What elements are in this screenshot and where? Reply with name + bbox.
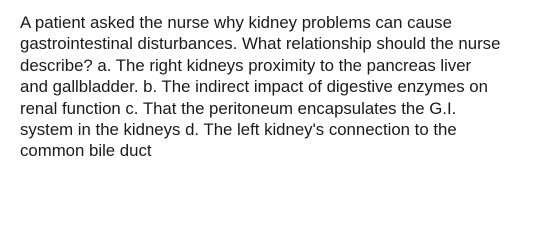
- question-line: gastrointestinal disturbances. What relationship should the nurse: [20, 34, 501, 54]
- question-line: and gallbladder. b. The indirect impact of digestive enzymes on: [20, 77, 488, 97]
- question-line: system in the kidneys d. The left kidney's connection to the: [20, 120, 457, 140]
- question-text: [20, 12, 540, 162]
- question-line: A patient asked the nurse why kidney problems can cause: [20, 13, 452, 32]
- question-line: common bile duct: [20, 141, 152, 161]
- question-line: renal function c. That the peritoneum encapsulates the G.I.: [20, 98, 457, 118]
- question-line: describe? a. The right kidneys proximity to the pancreas liver: [20, 55, 472, 75]
